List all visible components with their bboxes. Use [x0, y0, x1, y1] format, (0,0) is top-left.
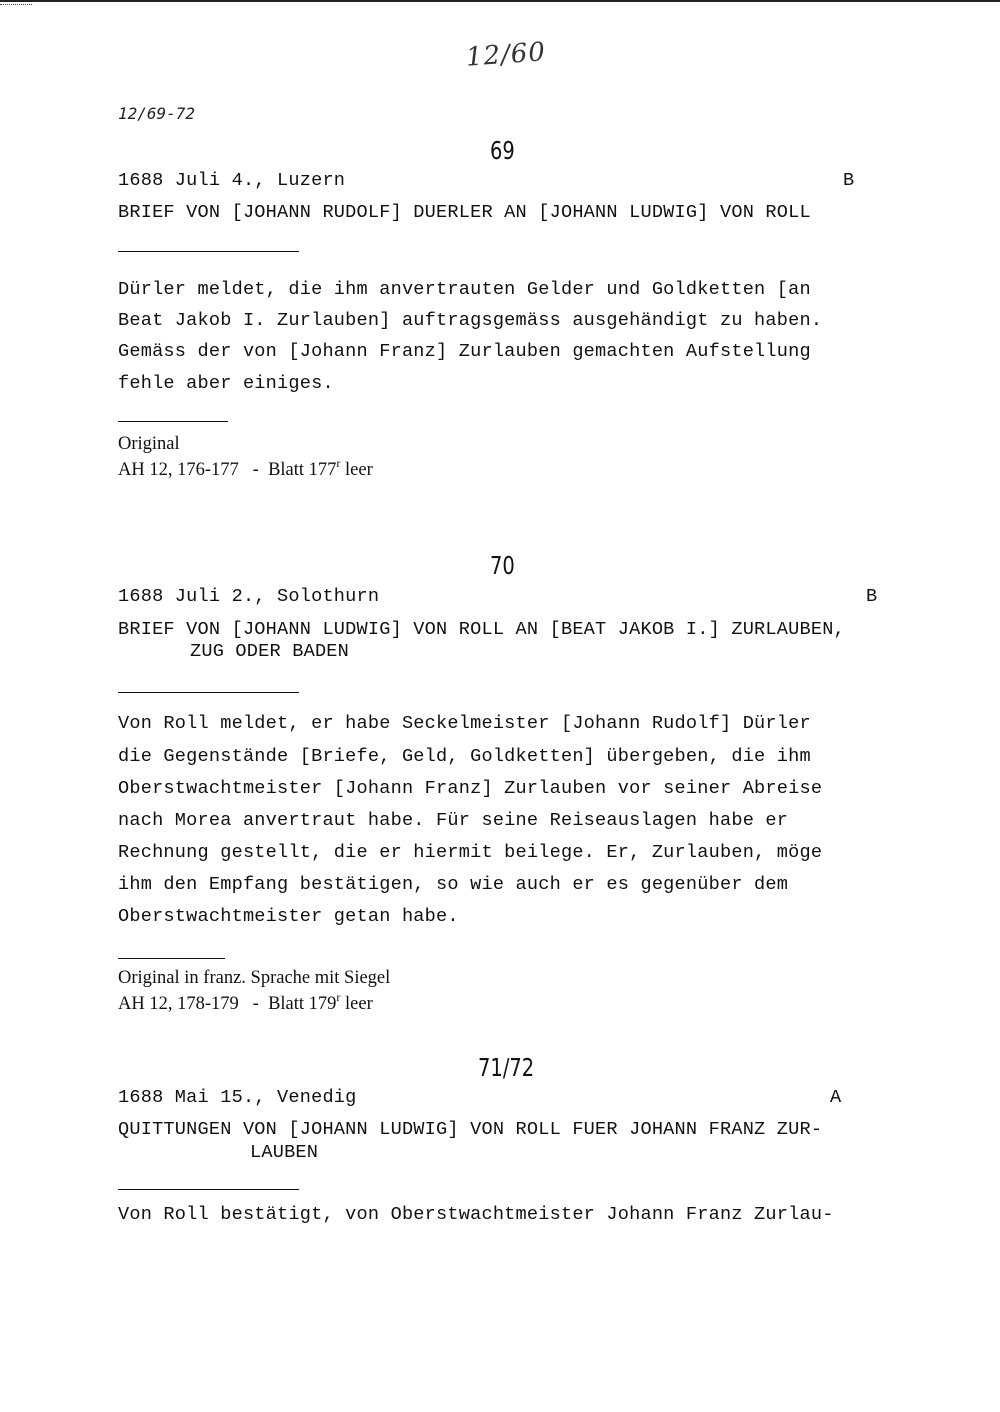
archive-ref: AH 12, 178-179 [118, 994, 239, 1014]
recto-mark: r [336, 990, 341, 1004]
entry-type: A [830, 1087, 842, 1108]
recto-mark: r [336, 456, 341, 470]
summary-line: ihm den Empfang bestätigen, so wie auch er es gegenüber dem [118, 874, 789, 895]
entry-date-place: 1688 Mai 15., Venedig [118, 1087, 357, 1108]
blatt-ref: Blatt 177 [268, 460, 337, 480]
entry-title-line: QUITTUNGEN VON [JOHANN LUDWIG] VON ROLL FUER JOHANN FRANZ ZUR- [118, 1119, 823, 1140]
separator: - [252, 994, 259, 1014]
scan-speck [0, 4, 32, 11]
summary-line: nach Morea anvertraut habe. Für seine Reiseauslagen habe er [118, 810, 789, 831]
archive-ref: AH 12, 176-177 [118, 460, 239, 480]
entry-title-line: LAUBEN [250, 1142, 319, 1163]
summary-line: Oberstwachtmeister getan habe. [118, 906, 459, 927]
entry-type: B [866, 586, 878, 607]
divider-rule [118, 1189, 299, 1190]
entry-number: 71/72 [478, 1053, 535, 1082]
blatt-ref: Blatt 179 [268, 994, 337, 1014]
source-reference [118, 456, 373, 481]
entry-number: 69 [490, 136, 515, 165]
summary-line: Gemäss der von [Johann Franz] Zurlauben gemachten Aufstellung [118, 341, 811, 362]
source-reference [118, 990, 373, 1015]
source-note: Original in franz. Sprache mit Siegel [118, 968, 391, 988]
summary-line: Beat Jakob I. Zurlauben] auftragsgemäss ausgehändigt zu haben. [118, 310, 823, 331]
blatt-status: leer [345, 460, 373, 480]
entry-date-place: 1688 Juli 4., Luzern [118, 170, 346, 191]
summary-line: Dürler meldet, die ihm anvertrauten Gelder und Goldketten [an [118, 279, 811, 300]
summary-line: die Gegenstände [Briefe, Geld, Goldketten] übergeben, die ihm [118, 746, 811, 767]
summary-line: Rechnung gestellt, die er hiermit beilege. Er, Zurlauben, möge [118, 842, 823, 863]
entry-number: 70 [490, 551, 515, 580]
entry-date-place: 1688 Juli 2., Solothurn [118, 586, 380, 607]
separator: - [252, 460, 259, 480]
source-note: Original [118, 434, 180, 454]
entry-type: B [843, 170, 855, 191]
entry-title-line: ZUG ODER BADEN [190, 641, 350, 662]
summary-line: Oberstwachtmeister [Johann Franz] Zurlauben vor seiner Abreise [118, 778, 823, 799]
summary-line: Von Roll bestätigt, von Oberstwachtmeister Johann Franz Zurlau- [118, 1204, 834, 1225]
divider-rule [118, 692, 299, 693]
divider-rule [118, 958, 225, 959]
divider-rule [118, 421, 228, 422]
blatt-status: leer [345, 994, 373, 1014]
summary-line: Von Roll meldet, er habe Seckelmeister [Johann Rudolf] Dürler [118, 713, 811, 734]
divider-rule [118, 251, 299, 252]
handwritten-page-mark: 12/60 [465, 37, 547, 73]
summary-line: fehle aber einiges. [118, 373, 334, 394]
reference-range: 12/69-72 [118, 104, 196, 123]
entry-title-line: BRIEF VON [JOHANN RUDOLF] DUERLER AN [JOHANN LUDWIG] VON ROLL [118, 202, 811, 223]
entry-title-line: BRIEF VON [JOHANN LUDWIG] VON ROLL AN [BEAT JAKOB I.] ZURLAUBEN, [118, 619, 845, 640]
